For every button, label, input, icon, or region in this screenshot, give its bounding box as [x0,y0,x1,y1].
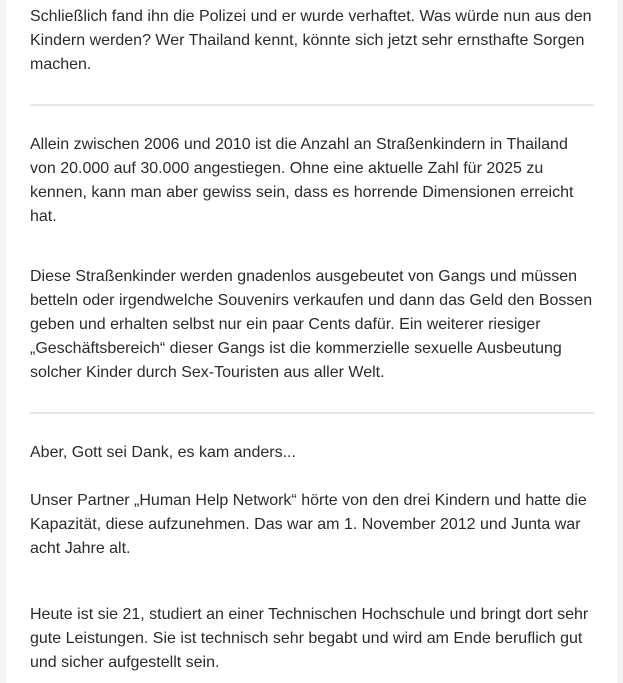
section-divider [30,104,594,106]
paragraph-turning-point [30,441,600,465]
text-line: kennen, kann man aber gewiss sein, dass es horrende Dimensionen erreicht [30,184,574,201]
text-line: acht Jahre alt. [30,540,131,557]
text-line: betteln oder irgendwelche Souvenirs verkaufen und dann das Geld den Bossen [30,292,593,309]
text-line: hat. [30,208,57,225]
text-line: Kapazität, diese aufzunehmen. Das war am 1. November 2012 und Junta war [30,516,581,533]
paragraph-arrest [30,5,600,77]
paragraph-today [30,603,600,675]
text-line: gute Leistungen. Sie ist technisch sehr begabt und wird am Ende beruflich gut [30,630,583,647]
text-line: von 20.000 auf 30.000 angestiegen. Ohne eine aktuelle Zahl für 2025 zu [30,160,544,177]
text-line: Kindern werden? Wer Thailand kennt, könnte sich jetzt sehr ernsthafte Sorgen [30,32,585,49]
text-line: Allein zwischen 2006 und 2010 ist die Anzahl an Straßenkindern in Thailand [30,136,568,153]
text-line: Heute ist sie 21, studiert an einer Technischen Hochschule und bringt dort sehr [30,606,589,623]
paragraph-exploitation [30,265,600,385]
article-body [6,0,617,683]
text-line: und sicher aufgestellt sein. [30,654,220,671]
text-line: Unser Partner „Human Help Network“ hörte von den drei Kindern und hatte die [30,492,587,509]
text-line: Aber, Gott sei Dank, es kam anders... [30,444,296,461]
section-divider [30,412,594,414]
text-line: solcher Kinder durch Sex-Touristen aus aller Welt. [30,364,385,381]
paragraph-statistics [30,133,600,229]
text-line: geben und erhalten selbst nur ein paar Cents dafür. Ein weiterer riesiger [30,316,541,333]
paragraph-partner [30,489,600,561]
text-line: „Geschäftsbereich“ dieser Gangs ist die kommerzielle sexuelle Ausbeutung [30,340,562,357]
text-line: Diese Straßenkinder werden gnadenlos ausgebeutet von Gangs und müssen [30,268,578,285]
text-line: machen. [30,56,92,73]
text-line: Schließlich fand ihn die Polizei und er wurde verhaftet. Was würde nun aus den [30,8,592,25]
